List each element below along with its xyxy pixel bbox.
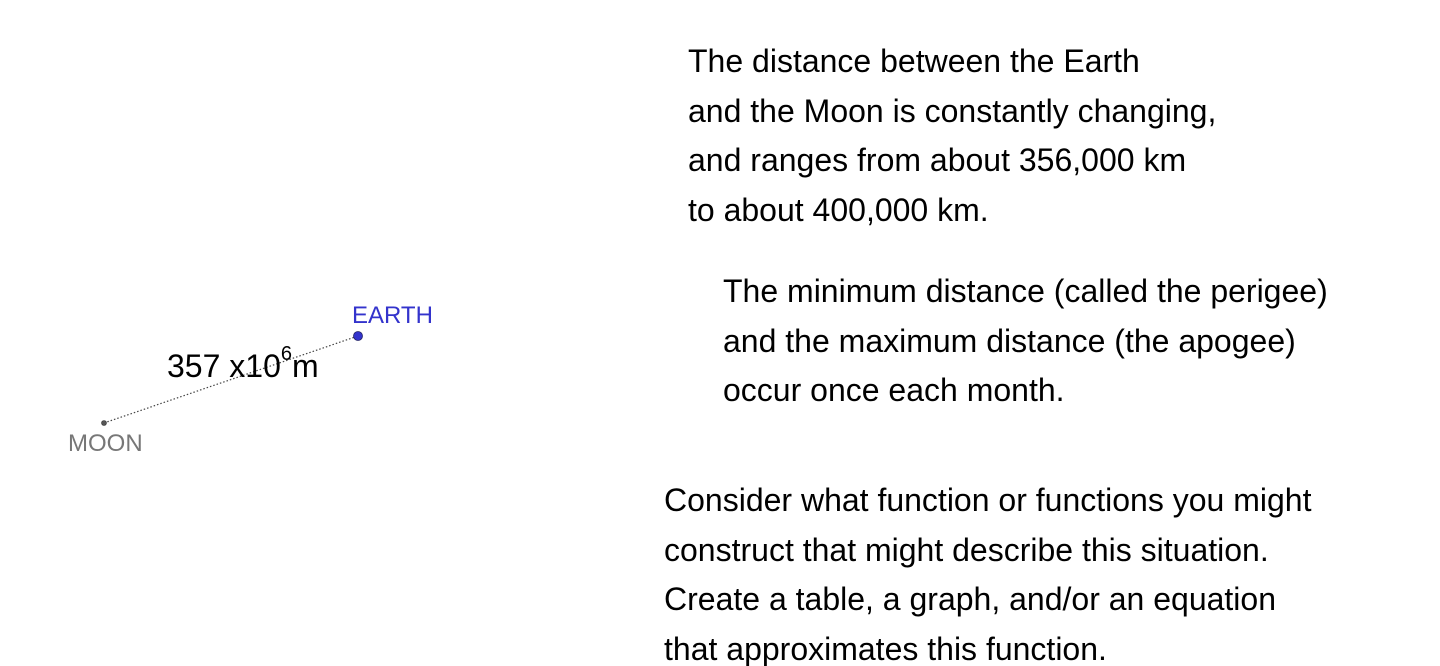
task-text	[664, 476, 1311, 666]
task-line: that approximates this function.	[664, 630, 1107, 666]
earth-label: EARTH	[352, 302, 433, 329]
perigee-line: occur once each month.	[723, 372, 1065, 409]
perigee-line: The minimum distance (called the perigee)	[723, 273, 1328, 309]
intro-line: and the Moon is constantly changing,	[688, 92, 1217, 129]
intro-text	[688, 37, 1216, 235]
perigee-line: and the maximum distance (the apogee)	[723, 322, 1296, 359]
distance-exponent: 6	[280, 343, 292, 365]
distance-mantissa: 357 x10	[167, 348, 281, 384]
earth-point[interactable]	[354, 332, 363, 341]
moon-point[interactable]	[102, 421, 107, 426]
perigee-text	[723, 267, 1328, 416]
intro-line: to about 400,000 km.	[688, 191, 989, 228]
task-line: Consider what function or functions you might	[664, 482, 1312, 518]
task-line: Create a table, a graph, and/or an equation	[664, 581, 1276, 618]
distance-unit: m	[292, 348, 319, 384]
intro-line: and ranges from about 356,000 km	[688, 142, 1187, 179]
intro-line: The distance between the Earth	[688, 43, 1140, 79]
distance-label	[167, 343, 319, 385]
task-line: construct that might describe this situation.	[664, 531, 1269, 568]
moon-label: MOON	[68, 430, 143, 457]
